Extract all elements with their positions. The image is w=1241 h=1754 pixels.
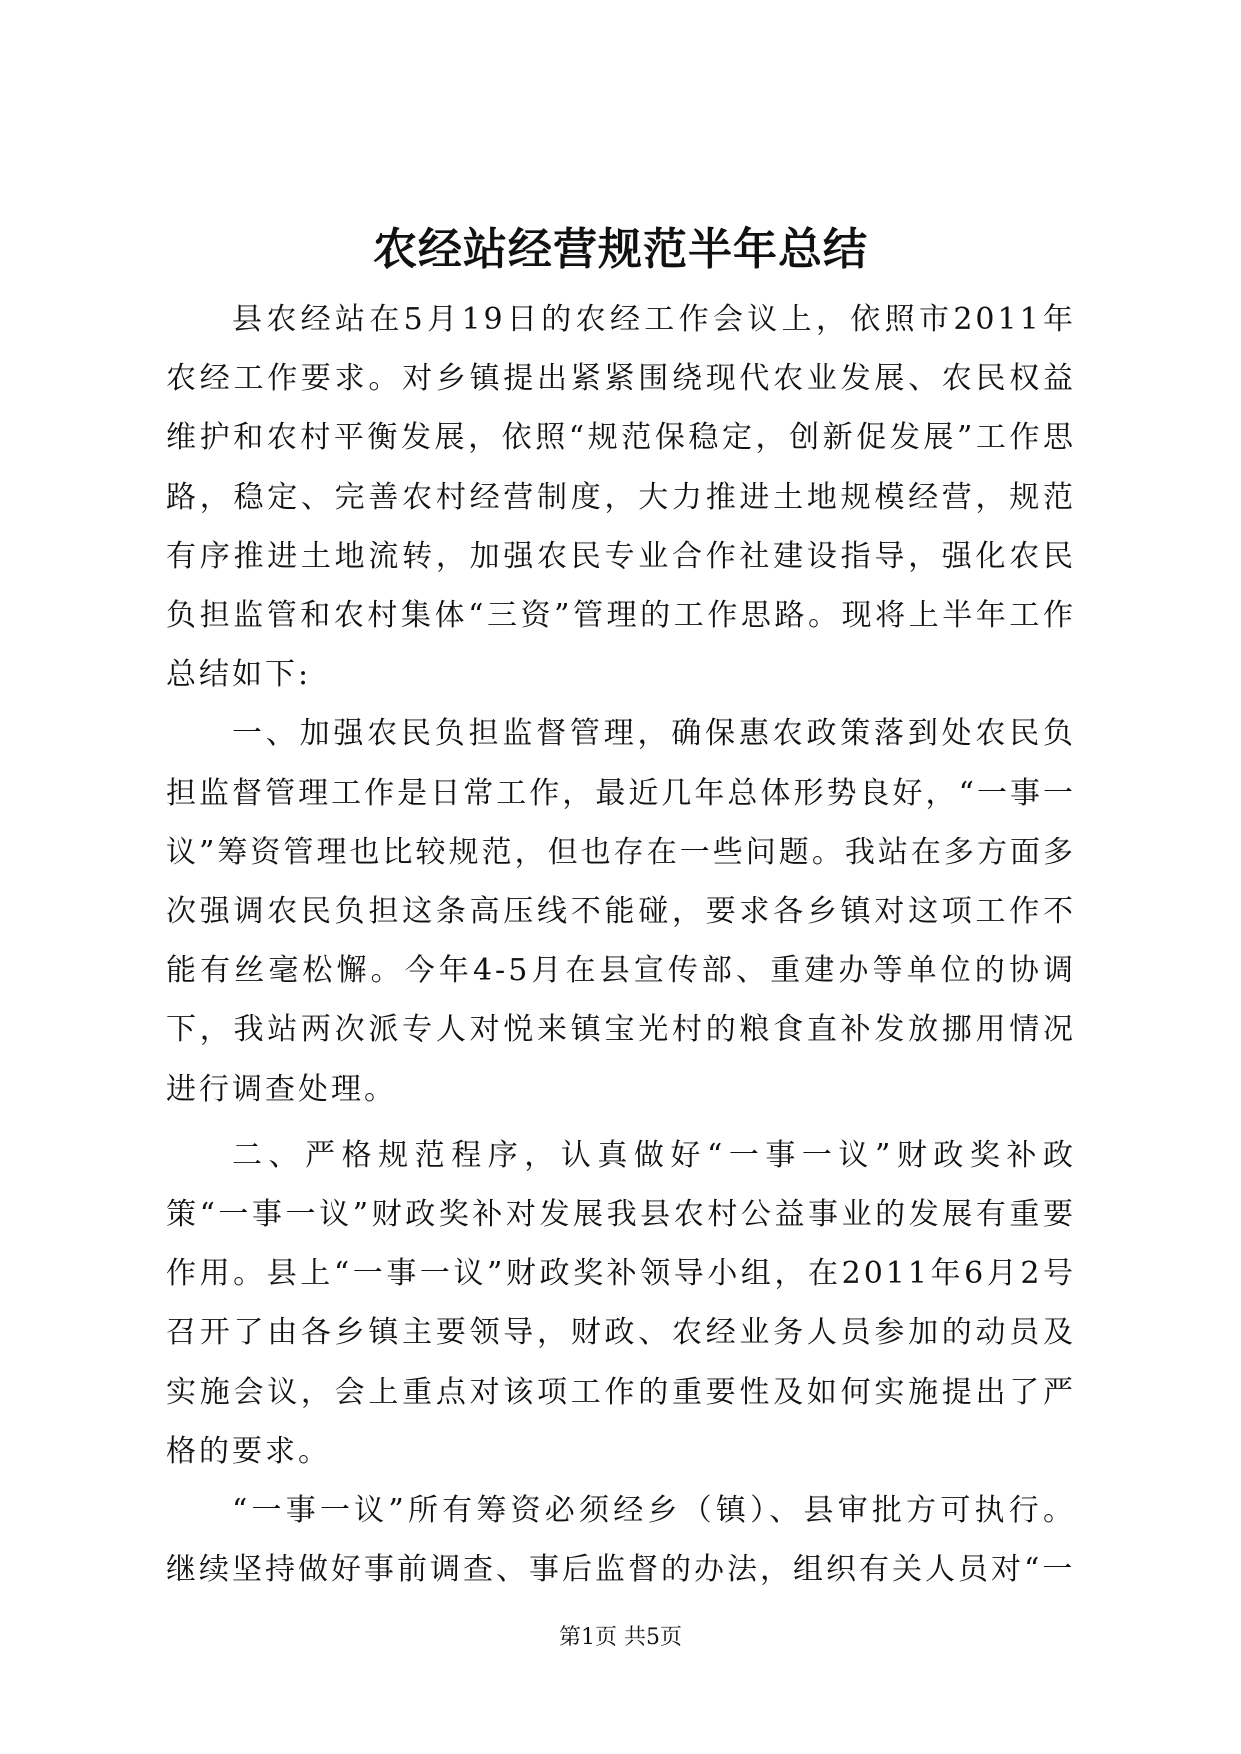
paragraph-section-1: 一、加强农民负担监督管理，确保惠农政策落到处农民负担监督管理工作是日常工作，最近几年总体形势良好，“一事一议”筹资管理也比较规范，但也存在一些问题。我站在多方面多次强调农民负担这条高压线不能碰，要求各乡镇对这项工作不能有丝毫松懈。今年4-5月在县宣传部、重建办等单位的协调下，我站两次派专人对悦来镇宝光村的粮食直补发放挪用情况进行调查处理。 [166, 716, 1076, 1107]
paragraph-section-2: 二、严格规范程序，认真做好“一事一议”财政奖补政策“一事一议”财政奖补对发展我县农村公益事业的发展有重要作用。县上“一事一议”财政奖补领导小组，在2011年6月2号召开了由各乡镇主要领导，财政、农经业务人员参加的动员及实施会议，会上重点对该项工作的重要性及如何实施提出了严格的要求。 [166, 1137, 1076, 1469]
document-title: 农经站经营规范半年总结 [373, 224, 868, 275]
page-footer: 第1页 共5页 [559, 1625, 682, 1650]
document-body [166, 290, 1076, 1599]
paragraph-intro: 县农经站在5月19日的农经工作会议上，依照市2011年农经工作要求。对乡镇提出紧紧围绕现代农业发展、农民权益维护和农村平衡发展，依照“规范保稳定，创新促发展”工作思路，稳定、完善农村经营制度，大力推进土地规模经营，规范有序推进土地流转，加强农民专业合作社建设指导，强化农民负担监管和农村集体“三资”管理的工作思路。现将上半年工作总结如下: [166, 302, 1076, 693]
paragraph-section-2-continued: “一事一议”所有筹资必须经乡（镇）、县审批方可执行。继续坚持做好事前调查、事后监督的办法，组织有关人员对“一 [166, 1493, 1076, 1588]
